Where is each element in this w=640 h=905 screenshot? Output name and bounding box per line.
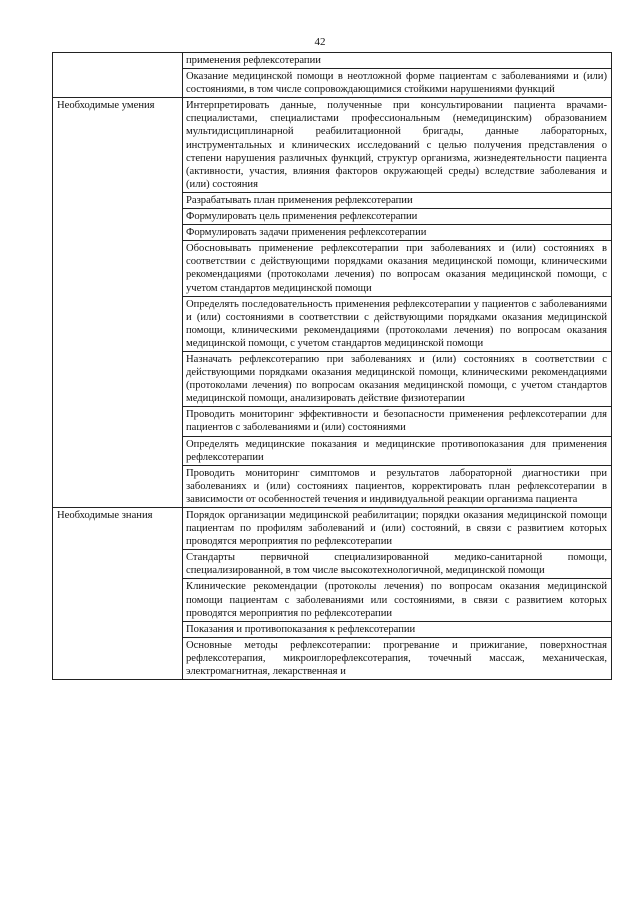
table-cell: Оказание медицинской помощи в неотложной форме пациентам с заболеваниями и (или) состояниями, в том числе сопровождающимися стойкими нарушениями функций	[183, 69, 612, 98]
section-label	[53, 53, 183, 98]
table-row	[53, 508, 612, 550]
table-cell: применения рефлексотерапии	[183, 53, 612, 69]
table-cell: Формулировать цель применения рефлексотерапии	[183, 209, 612, 225]
table-row	[53, 98, 612, 193]
table-cell: Разрабатывать план применения рефлексотерапии	[183, 192, 612, 208]
section-label: Необходимые умения	[53, 98, 183, 508]
section-label: Необходимые знания	[53, 508, 183, 680]
table-cell: Интерпретировать данные, полученные при консультировании пациента врачами-специалистами, специалистами профессиональным (немедицинским) образованием мультидисциплинарной реабилитационной бригады, данные лабораторных, инструментальных и клинических исследований с целью получения представления о степени нарушения различных функций, структур организма, жизнедеятельности пациента (активности, участия, влияния факторов окружающей среды) вследствие заболевания и (или) состояния	[183, 98, 612, 193]
page-number: 42	[314, 36, 326, 48]
table-cell: Проводить мониторинг эффективности и безопасности применения рефлексотерапии для пациентов с заболеваниями и (или) состояниями	[183, 407, 612, 436]
table-cell: Показания и противопоказания к рефлексотерапии	[183, 621, 612, 637]
table-cell: Назначать рефлексотерапию при заболеваниях и (или) состояниях в соответствии с действующими порядками оказания медицинской помощи, клиническими рекомендациями (протоколами лечения) по вопросам оказания медицинской помощи, с учетом стандартов медицинской помощи, анализировать действие физиотерапии	[183, 351, 612, 406]
table-cell: Формулировать задачи применения рефлексотерапии	[183, 225, 612, 241]
table-cell: Стандарты первичной специализированной медико-санитарной помощи, специализированной, в том числе высокотехнологичной, медицинской помощи	[183, 550, 612, 579]
table-cell: Клинические рекомендации (протоколы лечения) по вопросам оказания медицинской помощи пациентам с заболеваниями или состояниями, в связи с развитием которых проводятся мероприятия по рефлексотерапии	[183, 579, 612, 621]
table-cell: Проводить мониторинг симптомов и результатов лабораторной диагностики при заболеваниях и (или) состояниях пациентов, корректировать план рефлексотерапии в зависимости от особенностей течения и индивидуальной реакции организма пациента	[183, 465, 612, 507]
table-cell: Порядок организации медицинской реабилитации; порядки оказания медицинской помощи пациентам по профилям заболеваний и (или) состояний, в связи с развитием которых проводятся мероприятия по рефлексотерапии	[183, 508, 612, 550]
table-cell: Определять последовательность применения рефлексотерапии у пациентов с заболеваниями и (или) состояниями в соответствии с действующими порядками оказания медицинской помощи, клиническими рекомендациями (протоколами лечения) по вопросам оказания медицинской помощи, с учетом стандартов медицинской помощи	[183, 296, 612, 351]
table-cell: Обосновывать применение рефлексотерапии при заболеваниях и (или) состояниях в соответствии с действующими порядками оказания медицинской помощи, клиническими рекомендациями (протоколами лечения) по вопросам оказания медицинской помощи, с учетом стандартов медицинской помощи	[183, 241, 612, 296]
table-cell: Определять медицинские показания и медицинские противопоказания для применения рефлексотерапии	[183, 436, 612, 465]
table-row	[53, 53, 612, 69]
table-cell: Основные методы рефлексотерапии: прогревание и прижигание, поверхностная рефлексотерапия, микроиглорефлексотерапия, точечный массаж, механическая, электромагнитная, лекарственная и	[183, 637, 612, 679]
competency-table	[52, 52, 612, 680]
